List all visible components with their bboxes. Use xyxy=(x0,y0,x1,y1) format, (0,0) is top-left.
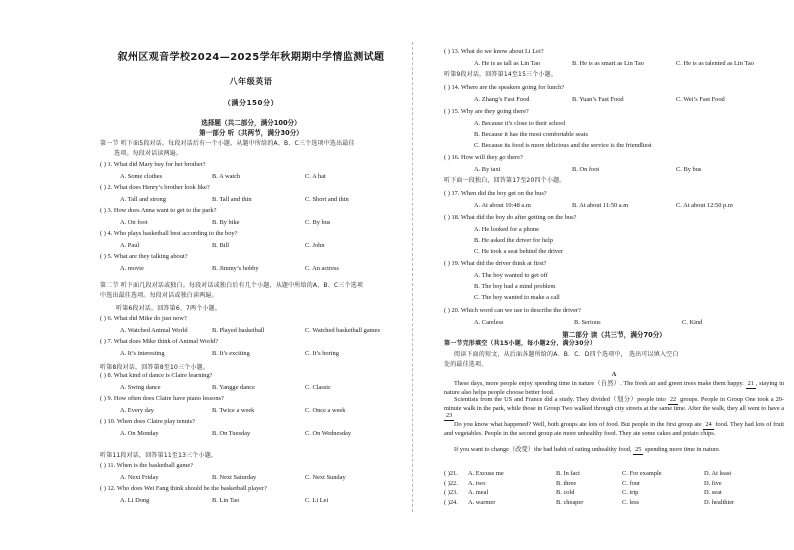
q20-option-a: A. Careless xyxy=(474,319,504,326)
passage-label: A xyxy=(611,371,617,378)
q22-option-d: D. five xyxy=(704,479,722,487)
q4-option-a: A. Paul xyxy=(120,242,140,249)
question-20: ( ) 20. Which word can we use to describe the driver? xyxy=(444,307,581,314)
q24-option-c: C. less xyxy=(622,498,640,506)
q14-option-a: A. Zhang’s Fast Food xyxy=(474,96,530,103)
question-2: ( ) 2. What does Henry’s brother look like? xyxy=(100,184,210,191)
question-3: ( ) 3. How does Anna want to get to the park? xyxy=(100,207,217,214)
paragraph-2-text-cont: groups. People in Group One took a 20-minute walk in the park, while those in Group Two walked through city streets at the same time. After the walk, they all went to have a xyxy=(444,396,784,412)
q10-option-c: C. On Wednesday xyxy=(305,430,352,437)
q19-option-a: A. The boy wanted to get off xyxy=(474,272,548,279)
exam-title: 叙州区观音学校2024—2025学年秋期期中学情监测试题 xyxy=(117,52,385,63)
total-score: （满分150分） xyxy=(223,99,279,107)
q17-option-a: A. At about 10:48 a.m xyxy=(474,202,531,209)
note-monologue: 听下面一段独白，回答第17至20四个小题。 xyxy=(444,177,566,184)
question-11: ( ) 11. When is the basketball game? xyxy=(100,462,193,469)
q23-option-a: A. meal xyxy=(468,489,489,496)
blank-24: 24 xyxy=(705,421,712,428)
q11-option-a: A. Next Friday xyxy=(120,474,159,481)
q19-option-b: B. The boy had a mind problem xyxy=(474,283,556,290)
cloze-option-row-23: ( )23. xyxy=(444,489,458,496)
q12-option-c: C. Li Lei xyxy=(305,497,329,504)
q13-option-b: B. He is as smart as Lin Tao xyxy=(572,60,644,67)
q4-option-b: B. Bill xyxy=(212,242,230,249)
cloze-instructions: 阅读下面的短文，从后面各题所给的A．B．C．D四个选项中， 选出可以填入空白 xyxy=(454,351,679,358)
question-15: ( ) 15. Why are they going there? xyxy=(444,108,529,115)
paragraph-4-text-cont: spending more time in nature. xyxy=(644,446,721,453)
blank-21: 21 xyxy=(747,380,754,387)
q22-option-a: A. two xyxy=(468,479,486,487)
q23-option-c: C. trip xyxy=(622,489,639,496)
question-17: ( ) 17. When did the boy get on the bus? xyxy=(444,190,547,197)
section2-instructions-cont: 中选出最佳选项。每段对话或独白读两遍。 xyxy=(100,292,218,299)
q20-option-b: B. Serious xyxy=(574,319,601,326)
q4-option-c: C. John xyxy=(305,242,325,249)
question-10: ( ) 10. When does Claire play tennis? xyxy=(100,418,196,425)
note-dialog-6: 听第6段对话，回答第6、7两个小题。 xyxy=(116,305,222,312)
blank-22: 22 xyxy=(669,396,677,403)
question-18: ( ) 18. What did the boy do after getting on the bus? xyxy=(444,214,577,221)
q5-option-b: B. Jimmy’s hobby xyxy=(212,265,259,272)
q2-option-b: B. Tall and thin xyxy=(212,196,252,203)
question-16: ( ) 16. How will they go there? xyxy=(444,154,523,161)
question-19: ( ) 19. What did the driver think at first? xyxy=(444,260,547,267)
q6-option-a: A. Watched Animal World xyxy=(120,327,188,334)
question-13: ( ) 13. What do we know about Li Lei? xyxy=(444,48,544,55)
q13-option-a: A. He is as tall as Lin Tao xyxy=(474,60,541,67)
cloze-option-row-22: ( )22. xyxy=(444,479,458,487)
paragraph-3-text-cont: food. They had lots of fruit and vegetables. People in the second group ate more unhealthy food. They ate some cakes and potato chips. xyxy=(444,421,785,437)
blank-23: 23 xyxy=(446,412,453,420)
q17-option-c: C. At about 12:50 p.m xyxy=(676,202,733,209)
paragraph-2-text: Scientists from the US and France did a study. They divided（划分）people into xyxy=(454,396,666,403)
q22-option-c: C. four xyxy=(622,479,641,487)
note-dialog-9: 听第9段对话，回答第14至15三个小题。 xyxy=(444,71,558,78)
q23-option-d: D. seat xyxy=(704,489,722,496)
q11-option-c: C. Next Sunday xyxy=(305,474,346,481)
q21-option-d: D. At least xyxy=(704,470,732,477)
q8-option-c: C. Classic xyxy=(305,384,331,391)
cloze-paragraph-1 xyxy=(444,380,784,396)
q3-option-a: A. On foot xyxy=(120,219,148,226)
question-4: ( ) 4. Who plays basketball best according to the boy? xyxy=(100,230,238,237)
q16-option-a: A. By taxi xyxy=(474,166,501,173)
q14-option-b: B. Yuan’s Fast Food xyxy=(572,96,624,103)
q16-option-b: B. On foot xyxy=(572,166,600,173)
question-9: ( ) 9. How often does Claire have piano lessons? xyxy=(100,395,224,402)
q12-option-a: A. Li Dong xyxy=(120,497,150,504)
q11-option-b: B. Next Saturday xyxy=(212,474,257,481)
q3-option-b: B. By bike xyxy=(212,219,240,226)
q2-option-c: C. Short and thin xyxy=(305,196,349,203)
cloze-option-row-21: ( )21. xyxy=(444,470,458,477)
question-7: ( ) 7. What does Mike think of Animal World? xyxy=(100,338,219,345)
q7-option-a: A. It’s interesting xyxy=(120,350,165,357)
question-14: ( ) 14. Where are the speakers going for lunch? xyxy=(444,84,565,91)
q18-option-a: A. He looked for a phone xyxy=(474,226,539,233)
section2-instructions: 第二节 听下面几段对话或独白。每段对话或独白后有几个小题，从题中所给的A、B、C三个选项 xyxy=(100,282,364,289)
paragraph-4-text: If you want to change（改变）the bad habit of eating unhealthy food, xyxy=(454,446,632,453)
section1-instructions: 第一节 听下面5段对话。每段对话后有一个小题，从题中所给的A、B、C三个选项中选出最佳 xyxy=(100,140,355,147)
question-1: ( ) 1. What did Mary buy for her brother? xyxy=(100,161,206,168)
q9-option-b: B. Twice a week xyxy=(212,407,255,414)
q15-option-b: B. Because it has the most comfortable seats xyxy=(474,131,588,138)
q6-option-c: C. Watched basketball games xyxy=(305,327,380,334)
question-5: ( ) 5. What are they talking about? xyxy=(100,253,188,260)
column-divider xyxy=(412,42,413,512)
q9-option-a: A. Every day xyxy=(120,407,154,414)
grade-subject: 八年级英语 xyxy=(229,77,273,86)
q1-option-b: B. A watch xyxy=(212,173,241,180)
cloze-paragraph-2 xyxy=(444,396,784,421)
q21-option-a: A. Excuse me xyxy=(468,470,504,477)
q8-option-a: A. Swing dance xyxy=(120,384,161,391)
q13-option-c: C. He is as talented as Lin Tao xyxy=(676,60,754,67)
q9-option-c: C. Once a week xyxy=(305,407,346,414)
question-12: ( ) 12. Who does Wei Fang think should be the basketball player? xyxy=(100,485,267,492)
q1-option-c: C. A hat xyxy=(305,173,326,180)
q1-option-a: A. Some clothes xyxy=(120,173,163,180)
paragraph-1-text-cont: , staying in nature also helps people choose better food. xyxy=(444,380,784,396)
q7-option-c: C. It’s boring xyxy=(305,350,339,357)
q20-option-c: C. Kind xyxy=(682,319,703,326)
part-one-heading: 选择题（共二部分，满分100分） xyxy=(201,119,301,127)
question-8: ( ) 8. What kind of dance is Claire learning? xyxy=(100,372,213,379)
q6-option-b: B. Played basketball xyxy=(212,327,265,334)
question-6: ( ) 6. What did Mike do just now? xyxy=(100,315,187,322)
q24-option-d: D. healthier xyxy=(704,498,735,506)
q21-option-b: B. In fact xyxy=(556,470,580,477)
q10-option-a: A. On Monday xyxy=(120,430,159,437)
cloze-paragraph-4 xyxy=(444,446,784,455)
q12-option-b: B. Lin Tao xyxy=(212,497,240,504)
cloze-instructions-cont: 处的最佳选项。 xyxy=(444,361,488,368)
cloze-paragraph-3 xyxy=(444,421,784,437)
q7-option-b: B. It’s exciting xyxy=(212,350,250,357)
q17-option-b: B. At about 11:50 a.m xyxy=(572,202,629,209)
q23-option-b: B. cold xyxy=(556,489,575,496)
q2-option-a: A. Tall and strong xyxy=(120,196,166,203)
note-dialog-8: 听第8段对话，回答第8至10三个小题。 xyxy=(100,364,210,371)
cloze-option-row-24: ( )24. xyxy=(444,498,458,506)
section1-instructions-cont: 选项。每段对话读两遍。 xyxy=(114,150,183,157)
q8-option-b: B. Yangge dance xyxy=(212,384,255,391)
q22-option-b: B. three xyxy=(556,479,577,487)
q5-option-c: C. An actress xyxy=(305,265,339,272)
q15-option-a: A. Because it’s close to their school xyxy=(474,120,566,127)
paragraph-3-text: Do you know what happened? Well, both groups ate lots of food. But people in the first group ate xyxy=(454,421,702,428)
reading-heading: 第二部分 读（共三节，满分70分） xyxy=(562,331,666,339)
q24-option-b: B. cheaper xyxy=(556,498,584,506)
q15-option-c: C. Because its food is more delicious and the service is the friendliest xyxy=(474,142,652,149)
cloze-section-heading: 第一节完形填空（共15小题，每小题2分，满分30分） xyxy=(444,340,597,347)
listening-heading: 第一部分 听（共两节，满分30分） xyxy=(199,129,303,137)
q18-option-c: C. He took a seat behind the driver xyxy=(474,248,564,255)
note-dialog-11: 听第11段对话，回答第11至13三个小题。 xyxy=(100,452,218,459)
blank-25: 25 xyxy=(635,446,642,453)
q5-option-a: A. movie xyxy=(120,265,144,272)
q3-option-c: C. By bus xyxy=(305,219,331,226)
paragraph-1-text: These days, more people enjoy spending time in nature（自然）. The fresh air and green trees make them happy. xyxy=(454,380,744,387)
q14-option-c: C. Wei’s Fast Food xyxy=(676,96,725,103)
q10-option-b: B. On Tuesday xyxy=(212,430,251,437)
q16-option-c: C. By bus xyxy=(676,166,702,173)
q18-option-b: B. He asked the driver for help xyxy=(474,237,553,244)
q21-option-c: C. For example xyxy=(622,470,662,477)
q24-option-a: A. warmer xyxy=(468,498,496,506)
q19-option-c: C. The boy wanted to make a call xyxy=(474,294,560,301)
